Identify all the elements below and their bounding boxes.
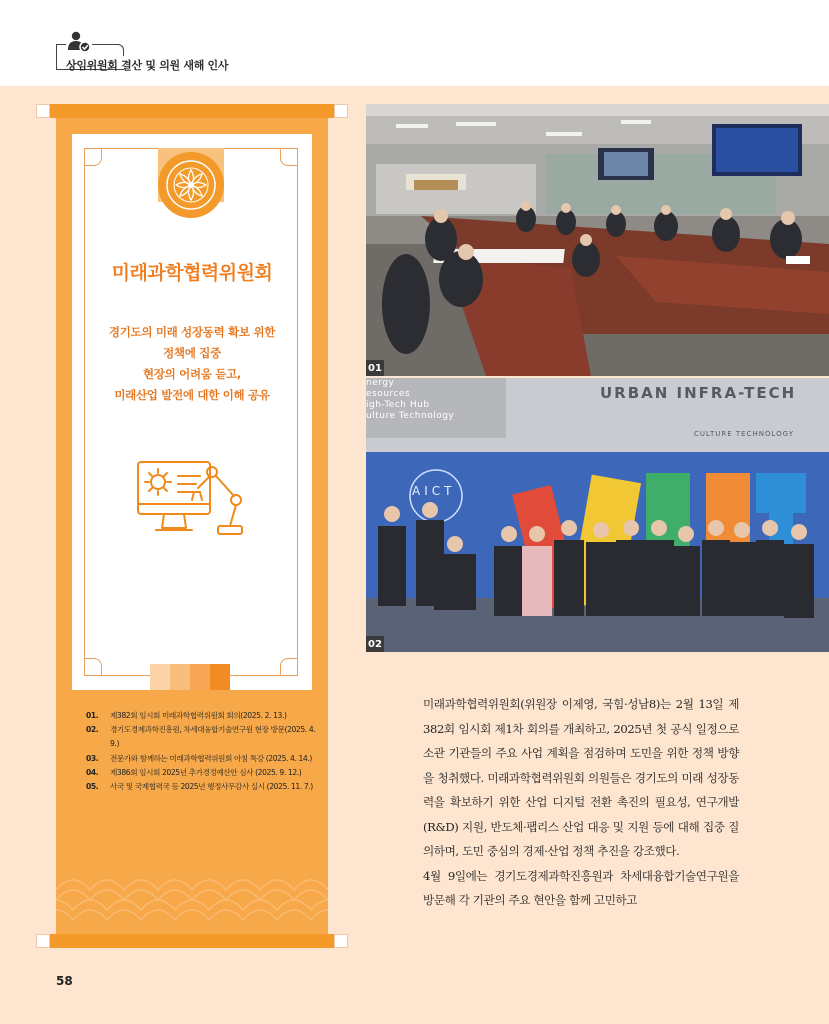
activity-timeline (86, 709, 322, 794)
timeline-item (86, 780, 322, 794)
timeline-num: 02. (86, 725, 99, 735)
sign-main: URBAN INFRA-TECH (600, 384, 797, 402)
corner-ornament (84, 658, 102, 676)
swatch (210, 664, 230, 690)
mission-statement (72, 322, 312, 406)
photo-number: 01 (366, 360, 384, 376)
timeline-num: 04. (86, 767, 99, 777)
timeline-item (86, 766, 322, 780)
article-paragraph: 4월 9일에는 경기도경제과학진흥원과 차세대융합기술연구원을 방문해 각 기관의 주요 현안을 함께 고민하고 (423, 868, 739, 907)
gear-monitor-robot-arm-icon (134, 458, 250, 542)
timeline-text: 제382회 임시회 미래과학협력위원회 회의(2025. 2. 13.) (110, 711, 287, 720)
photo-number: 02 (366, 636, 384, 652)
rod-cap (36, 104, 50, 118)
timeline-text: 전문가와 함께하는 미래과학협력위원회 아침 특강 (2025. 4. 14.) (110, 753, 312, 763)
swatch (170, 664, 190, 690)
timeline-item (86, 752, 322, 766)
timeline-text: 사국 및 국제협력국 등 2025년 행정사무감사 실시 (2025. 11. 7.) (110, 782, 313, 792)
page-number: 58 (56, 974, 73, 988)
corner-ornament (280, 148, 298, 166)
committee-name: 미래과학협력위원회 (111, 262, 273, 284)
person-check-icon (66, 30, 92, 54)
mission-line: 미래산업 발전에 대한 이해 공유 (114, 388, 270, 402)
article-body (423, 692, 739, 913)
timeline-num: 03. (86, 753, 99, 763)
mission-line: 경기도의 미래 성장동력 확보 위한 (108, 325, 276, 339)
corner-ornament (280, 658, 298, 676)
swatch (190, 664, 210, 690)
wall-text (366, 378, 454, 422)
wall-text-line: igh-Tech Hub (366, 400, 430, 410)
timeline-num: 05. (86, 782, 99, 792)
photo-meeting (366, 104, 829, 376)
mission-line: 정책에 집중 (163, 346, 221, 360)
lotus-medallion-icon (158, 152, 224, 218)
corner-ornament (84, 148, 102, 166)
rod-cap (334, 934, 348, 948)
timeline-item (86, 723, 322, 751)
timeline-text: 제386회 임시회 2025년 추가경정예산안 심사 (2025. 9. 12.) (110, 767, 302, 777)
mission-line: 현장의 어려움 듣고, (143, 367, 241, 381)
aict-logo: AICT (412, 484, 456, 498)
timeline-num: 01. (86, 711, 99, 720)
card-frame (84, 148, 298, 676)
wall-text-line: ulture Technology (366, 411, 455, 421)
timeline-item (86, 709, 322, 723)
scroll-rod-top (42, 104, 342, 118)
cloud-wave-pattern (56, 860, 328, 938)
swatch (150, 664, 170, 690)
sign-sub: CULTURE TECHNOLOGY (694, 430, 794, 438)
wall-text-line: nergy (366, 378, 395, 388)
wall-text-line: esources (366, 389, 411, 399)
rod-cap (334, 104, 348, 118)
photo-group (366, 378, 829, 652)
rod-cap (36, 934, 50, 948)
section-title: 상임위원회 결산 및 의원 새해 인사 (66, 59, 229, 72)
color-swatches (150, 664, 230, 690)
page-header (0, 0, 829, 86)
timeline-text: 경기도경제과학진흥원, 차세대융합기술연구원 현장 방문(2025. 4. 9.) (110, 725, 316, 749)
article-paragraph: 미래과학협력위원회(위원장 이제영, 국힘·성남8)는 2월 13일 제382회 임시회 제1차 회의를 개최하고, 2025년 첫 공식 일정으로 소관 기관들의 주요 사업 계획을 점검하며 도민을 위한 정책 방향을 청취했다. 미래과학협력위원회 의원들은 경기도의 미래 성장동력을 확보하기 위한 산업 디지털 전환 촉진의 필요성, 연구개발(R&D) 지원, 반도체·팹리스 산업 대응 및 지원 등에 대해 집중 질의하며, 도민 중심의 경제·산업 정책 추진을 강조했다. (423, 697, 739, 858)
